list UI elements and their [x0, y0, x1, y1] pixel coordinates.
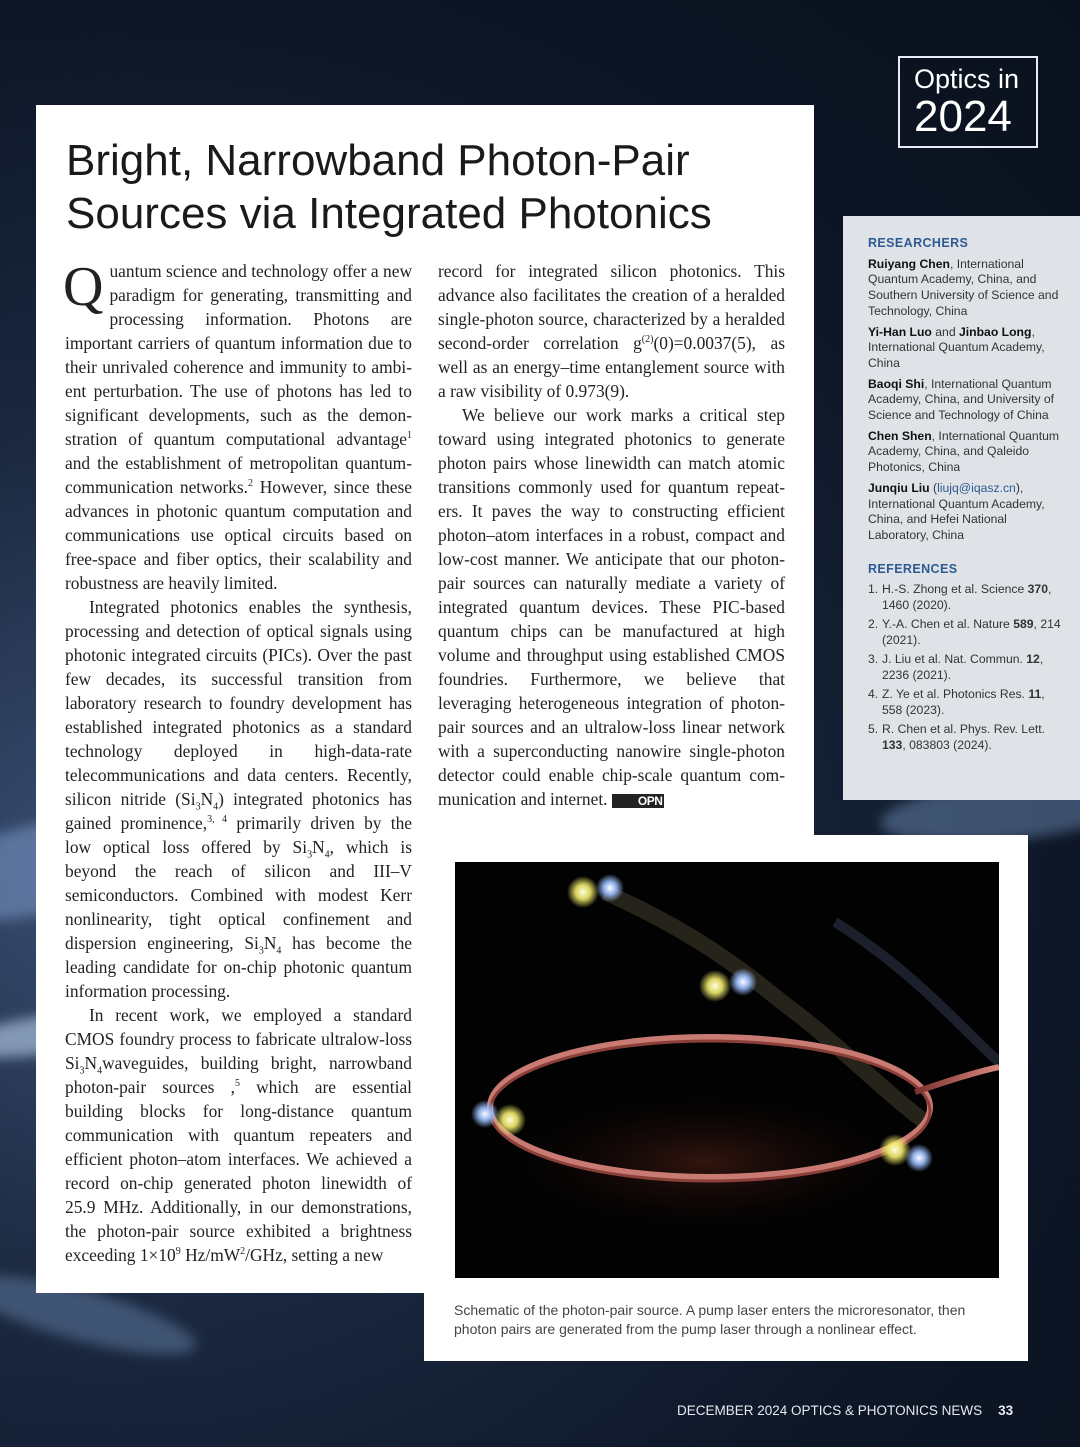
- microresonator-svg: [455, 862, 999, 1278]
- reference-text: , 083803 (2024).: [902, 737, 992, 752]
- drop-cap: Q: [63, 256, 104, 318]
- researcher-entry: [868, 429, 1066, 476]
- researcher-name: Chen Shen: [868, 428, 932, 443]
- title-line1: Bright, Narrowband Photon-Pair: [66, 136, 690, 185]
- text-run: waveguides, building bright, narrowband photon-pair sources ,: [65, 1053, 412, 1097]
- researcher-name: Ruiyang Chen: [868, 256, 950, 271]
- reference-number: 1.: [868, 582, 879, 597]
- subscript: 3: [195, 801, 201, 813]
- badge-line1: Optics in: [914, 64, 1020, 94]
- article-title: [66, 134, 766, 240]
- ref-marker: 1: [407, 430, 412, 442]
- reference-text: R. Chen et al. Phys. Rev. Lett.: [882, 721, 1046, 736]
- reference-volume: 12: [1026, 652, 1040, 667]
- superscript: (2): [641, 334, 654, 346]
- reference-text: H.-S. Zhong et al. Science: [882, 582, 1028, 597]
- text-run: primarily driven by the low optical loss offered by Si: [65, 813, 413, 857]
- photon-signal: [494, 1104, 526, 1136]
- photon-signal: [699, 970, 731, 1002]
- researcher-name: Jinbao Long: [958, 324, 1032, 339]
- photon-idler: [905, 1144, 933, 1172]
- subscript: 4: [97, 1065, 103, 1077]
- subscript: 3: [258, 945, 264, 957]
- footer-issue: DECEMBER 2024 OPTICS & PHOTONICS NEWS: [677, 1403, 983, 1418]
- text-run: , which is beyond the reach of silicon and III–V semiconductors. Combined with modest Kerr nonlinearity, tight optical confinement and dispersion engineering, Si: [65, 837, 412, 953]
- subscript: 4: [276, 945, 282, 957]
- researcher-entry: [868, 257, 1066, 320]
- text-run: ) integrated photonics has gained prominence,: [65, 789, 412, 833]
- photon-idler: [596, 874, 624, 902]
- reference-item: [868, 722, 1066, 753]
- researcher-affiliation: ), International Quantum Academy, China, and Hefei National Laboratory, China: [868, 480, 1045, 542]
- article-column-right: [438, 259, 785, 811]
- paragraph-3: In recent work, we employed a standard CMOS foundry process to fabricate ultralow-loss $Si_3N_4waveguides$, building bright, narrowband photon-pair sources ,$^5$ which are essential building blocks for long-distance quantum communication with quantum repeaters and efficient photon–atom interfaces. We achieved a record on-chip generated photon linewidth of 25.9 MHz. Additionally, in our demonstrations, the photon-pair source exhibited a brightness exceeding $1\times 10^9$ $Hz/mW^2$/GHz, setting a new: [65, 1005, 412, 1265]
- ref-marker: 3, 4: [207, 814, 228, 826]
- reference-text: , 214 (2021).: [882, 617, 1061, 647]
- paragraph-5: [438, 403, 785, 811]
- researcher-affiliation: , International Quantum Academy, China: [868, 324, 1045, 370]
- exponent: 9: [175, 1246, 181, 1258]
- page-number: 33: [998, 1403, 1014, 1418]
- bus-beam: [835, 922, 999, 1062]
- ref-marker: 2: [248, 478, 253, 490]
- reference-text: , 1460 (2020).: [882, 582, 1052, 613]
- figure-caption: Schematic of the photon-pair source. A pump laser enters the microresonator, then photon pairs are generated from the pump laser through a nonlinear effect.: [454, 1302, 966, 1337]
- ring-glow: [475, 1082, 935, 1242]
- reference-item: [868, 687, 1066, 718]
- researchers-sidebar: [843, 216, 1080, 800]
- text-run: which are essential building blocks for long-distance quantum communication with quantum repeaters and efficient photon–atom interfaces. We achieved a record on-chip generated photon linewidth of 25.9 MHz. Additionally, in our demonstrations, the photon-pair source exhibited a brightness exceeding 1×10: [65, 1077, 412, 1265]
- exponent: 2: [240, 1246, 246, 1258]
- reference-item: [868, 617, 1066, 648]
- reference-text: J. Liu et al. Nat. Commun.: [882, 652, 1027, 667]
- reference-item: [868, 652, 1066, 683]
- researcher-affiliation: , International Quantum Academy, China, and Qaleido Photonics, China: [868, 428, 1060, 475]
- researchers-heading: RESEARCHERS: [868, 236, 969, 250]
- email-link[interactable]: liujq@iqasz.cn: [937, 480, 1016, 495]
- researcher-name: Baoqi Shi: [868, 376, 925, 391]
- ref-marker: 5: [234, 1078, 240, 1090]
- reference-text: , 2236 (2021).: [882, 652, 1044, 682]
- researcher-affiliation: , International Quantum Academy, China, and Southern University of Science and Technology, China: [868, 256, 1059, 318]
- subscript: 4: [213, 801, 219, 813]
- references-heading: REFERENCES: [868, 561, 958, 576]
- reference-volume: 589: [1013, 617, 1034, 632]
- subscript: 3: [307, 849, 313, 861]
- text-run: (: [929, 480, 938, 495]
- researcher-name: Yi-Han Luo: [868, 324, 932, 339]
- text-run: uantum science and technology offer a new paradigm for generating, transmitting and processing information. Photons are important carriers of quantum information due to their unrivaled coherence and immunity to ambient perturbation. The use of photons has led to significant developments, such as the demonstration of quantum computational advantage: [65, 261, 412, 449]
- reference-text: Z. Ye et al. Photonics Res.: [882, 687, 1029, 702]
- text-run: However, since these advances in photonic quantum computation and communications use optical circuits based on free-space and fiber optics, their scalability and robustness are heavily limited.: [65, 477, 412, 593]
- text-run: In recent work, we employed a standard CMOS foundry process to fabricate ultralow-loss Si: [65, 1005, 412, 1073]
- reference-number: 5.: [868, 721, 879, 736]
- reference-volume: 370: [1027, 582, 1048, 597]
- reference-number: 2.: [868, 617, 879, 632]
- badge-line2: 2024: [914, 92, 1012, 141]
- paragraph-1: [63, 256, 412, 595]
- paragraph-4: [438, 259, 785, 403]
- opn-end-mark: OPN: [612, 794, 665, 808]
- references-list: [868, 582, 1066, 753]
- photon-signal: [567, 876, 599, 908]
- bus-waveguide: [915, 1067, 999, 1092]
- reference-number: 3.: [868, 652, 879, 667]
- text-run: /GHz, setting a new: [245, 1245, 384, 1265]
- reference-volume: 11: [1028, 687, 1042, 702]
- article-column-left: [63, 256, 413, 1267]
- text-run: (0)=0.0037(5), as well as an energy–time entanglement source with a raw visibility of 0.973(9).: [438, 333, 785, 401]
- text-run: and the establishment of metropolitan quantum-communication networks.: [65, 453, 412, 497]
- researcher-name: Junqiu Liu: [868, 480, 930, 495]
- text-run: Integrated photonics enables the synthesis, processing and detection of optical signals using photonic integrated circuits (PICs). Over the past few decades, its successful transition from laboratory research to foundry development has established integrated photonics as a standard technology deployed in high-data-rate telecommunications and data centers. Recently, silicon nitride (Si: [65, 597, 412, 809]
- researcher-affiliation: , International Quantum Academy, China, and University of Science and Technology of China: [868, 376, 1055, 423]
- researcher-entry: [868, 377, 1066, 424]
- text-run: Hz/mW: [180, 1245, 241, 1265]
- text-run: has become the leading candidate for on-chip photonic quantum information processing.: [65, 933, 413, 1001]
- photon-idler: [729, 968, 757, 996]
- researcher-entry: [868, 325, 1066, 372]
- title-line2: Sources via Integrated Photonics: [66, 189, 712, 238]
- subscript: 3: [79, 1065, 85, 1077]
- reference-item: [868, 582, 1066, 613]
- page-footer: [677, 1403, 1013, 1418]
- reference-text: Y.-A. Chen et al. Nature: [882, 617, 1014, 632]
- microresonator-illustration: [455, 862, 999, 1278]
- paragraph-2: Integrated photonics enables the synthesis, processing and detection of optical signals using photonic integrated circuits (PICs). Over the past few decades, its successful transition from laboratory research to foundry development has established integrated photonics as a standard technology deployed in high-data-rate telecommunications and data centers. Recently, silicon nitride $(Si_3N_4)$ integrated photonics has gained prominence,$^{3, 4}$ primarily driven by the low optical loss offered by $Si_3N_4$, which is beyond the reach of silicon and III–V semiconductors. Combined with modest Kerr nonlinearity, tight optical confinement and dispersion engineering, $Si_3N_4$ has become the leading candidate for on-chip photonic quantum information processing.: [65, 597, 413, 1001]
- text-run: and: [931, 324, 959, 339]
- text-run: We believe our work marks a critical step toward using integrated photonics to generate photon pairs whose linewidth can match atomic transitions commonly used for quantum repeaters. It paves the way to constructing efficient photon–atom interfaces in a robust, compact and low-cost manner. We anticipate that our photon-pair sources can naturally mediate a variety of integrated quantum devices. These PIC-based quantum chips can be manufactured at high volume and throughput using established CMOS foundries. Furthermore, we believe that leveraging heterogeneous integration of photon-pair sources and an ultralow-loss linear network with a superconducting nanowire single-photon detector could enable chip-scale quantum communication and internet.: [438, 405, 785, 809]
- reference-text: , 558 (2023).: [882, 687, 1045, 717]
- reference-number: 4.: [868, 687, 879, 702]
- text-run: record for integrated silicon photonics. This advance also facilitates the creation of a heralded single-photon source, characterized by a heralded second-order correlation g: [438, 261, 785, 353]
- researcher-entry: [868, 481, 1066, 544]
- subscript: 4: [324, 849, 330, 861]
- reference-volume: 133: [882, 737, 903, 752]
- optics-in-2024-badge: [898, 56, 1038, 148]
